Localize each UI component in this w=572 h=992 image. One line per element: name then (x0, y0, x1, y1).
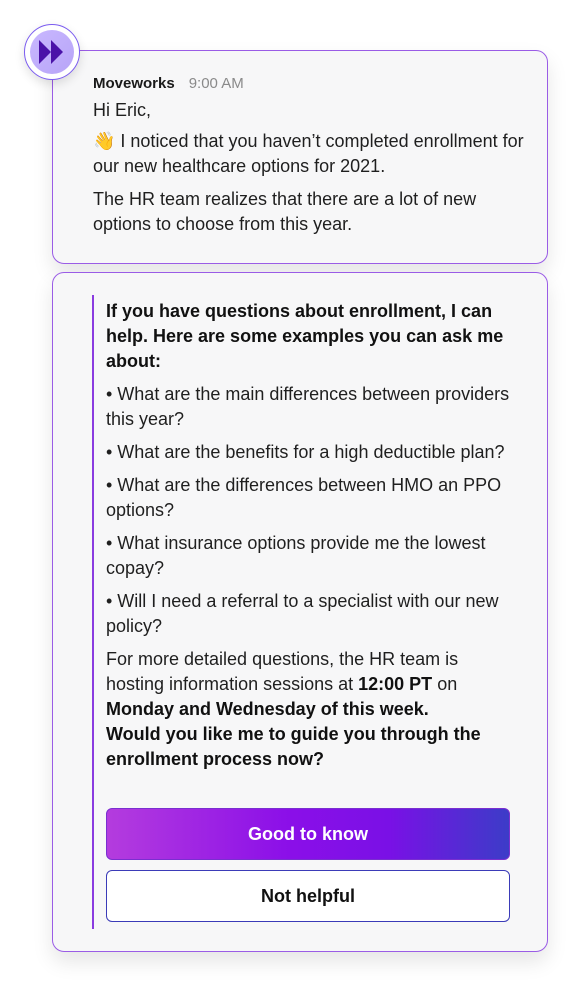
sessions-mid: on (432, 674, 458, 694)
help-content (106, 299, 511, 780)
fast-forward-icon (30, 30, 74, 74)
example-item: • Will I need a referral to a specialist with our new policy? (106, 591, 499, 636)
guide-question: Would you like me to guide you through the enrollment process now? (106, 724, 481, 769)
sessions-days: Monday and Wednesday of this week. (106, 699, 429, 719)
message-timestamp: 9:00 AM (188, 75, 244, 92)
example-item: • What are the main differences between providers this year? (106, 384, 510, 429)
moveworks-avatar (24, 24, 80, 80)
sender-name: Moveworks (93, 75, 175, 92)
not-helpful-button[interactable]: Not helpful (106, 870, 510, 922)
sessions-prefix: For more detailed questions, the HR team is hosting information sessions at (106, 649, 459, 694)
greeting-text: Hi Eric, (93, 100, 151, 120)
greeting-message-card (52, 50, 548, 264)
sessions-time: 12:00 PT (358, 674, 433, 694)
message-header (93, 75, 527, 92)
help-intro: If you have questions about enrollment, I can help. Here are some examples you can ask me about: (106, 301, 504, 371)
quote-bar (92, 295, 94, 929)
sessions-text (106, 647, 511, 722)
example-item: • What are the benefits for a high deductible plan? (106, 442, 505, 462)
enrollment-help-card (52, 272, 548, 952)
example-item: • What are the differences between HMO an PPO options? (106, 475, 502, 520)
good-to-know-button[interactable]: Good to know (106, 808, 510, 860)
enrollment-notice-text: 👋 I noticed that you haven’t completed enrollment for our new healthcare options for 2021. (93, 131, 524, 176)
options-notice-text: The HR team realizes that there are a lot of new options to choose from this year. (93, 189, 477, 234)
example-item: • What insurance options provide me the lowest copay? (106, 533, 486, 578)
